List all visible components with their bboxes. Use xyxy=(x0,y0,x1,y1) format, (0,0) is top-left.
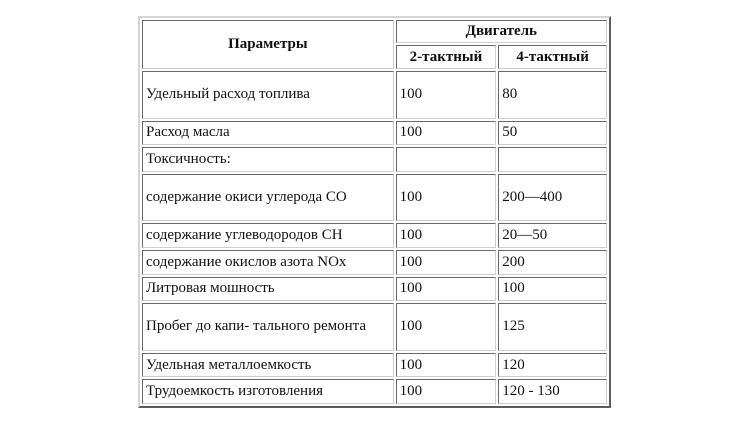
two-stroke-cell: 100 xyxy=(396,277,497,302)
four-stroke-cell: 50 xyxy=(498,121,607,146)
four-stroke-cell: 125 xyxy=(498,303,607,351)
param-cell: Удельная металлоемкость xyxy=(142,353,394,378)
two-stroke-cell: 100 xyxy=(396,379,497,404)
param-cell: содержание окислов азота NOx xyxy=(142,250,394,275)
two-stroke-cell xyxy=(396,147,497,172)
param-cell: Литровая мошность xyxy=(142,277,394,302)
header-two-stroke: 2-тактный xyxy=(396,45,497,68)
engine-comparison-table xyxy=(138,16,611,408)
table-row xyxy=(142,71,607,119)
table-row xyxy=(142,353,607,378)
two-stroke-cell: 100 xyxy=(396,121,497,146)
four-stroke-cell: 200—400 xyxy=(498,174,607,222)
four-stroke-cell: 100 xyxy=(498,277,607,302)
table-row xyxy=(142,121,607,146)
table-row xyxy=(142,147,607,172)
header-four-stroke: 4-тактный xyxy=(498,45,607,68)
table-row xyxy=(142,303,607,351)
header-row xyxy=(142,20,607,43)
header-params: Параметры xyxy=(142,20,394,69)
param-cell: Удельный расход топлива xyxy=(142,71,394,119)
two-stroke-cell: 100 xyxy=(396,174,497,222)
four-stroke-cell: 120 xyxy=(498,353,607,378)
table-row xyxy=(142,379,607,404)
param-cell: содержание углеводородов CH xyxy=(142,223,394,248)
param-cell: Пробег до капи- тального ремонта xyxy=(142,303,394,351)
param-cell: Токсичность: xyxy=(142,147,394,172)
table-row xyxy=(142,277,607,302)
header-engine: Двигатель xyxy=(396,20,607,43)
four-stroke-cell: 120 - 130 xyxy=(498,379,607,404)
two-stroke-cell: 100 xyxy=(396,250,497,275)
two-stroke-cell: 100 xyxy=(396,71,497,119)
param-cell: Трудоемкость изготовления xyxy=(142,379,394,404)
param-cell: Расход масла xyxy=(142,121,394,146)
four-stroke-cell: 200 xyxy=(498,250,607,275)
four-stroke-cell: 20—50 xyxy=(498,223,607,248)
param-cell: содержание окиси углерода CO xyxy=(142,174,394,222)
table-row xyxy=(142,223,607,248)
table-row xyxy=(142,174,607,222)
table xyxy=(140,18,609,406)
two-stroke-cell: 100 xyxy=(396,223,497,248)
four-stroke-cell xyxy=(498,147,607,172)
two-stroke-cell: 100 xyxy=(396,303,497,351)
two-stroke-cell: 100 xyxy=(396,353,497,378)
table-row xyxy=(142,250,607,275)
four-stroke-cell: 80 xyxy=(498,71,607,119)
